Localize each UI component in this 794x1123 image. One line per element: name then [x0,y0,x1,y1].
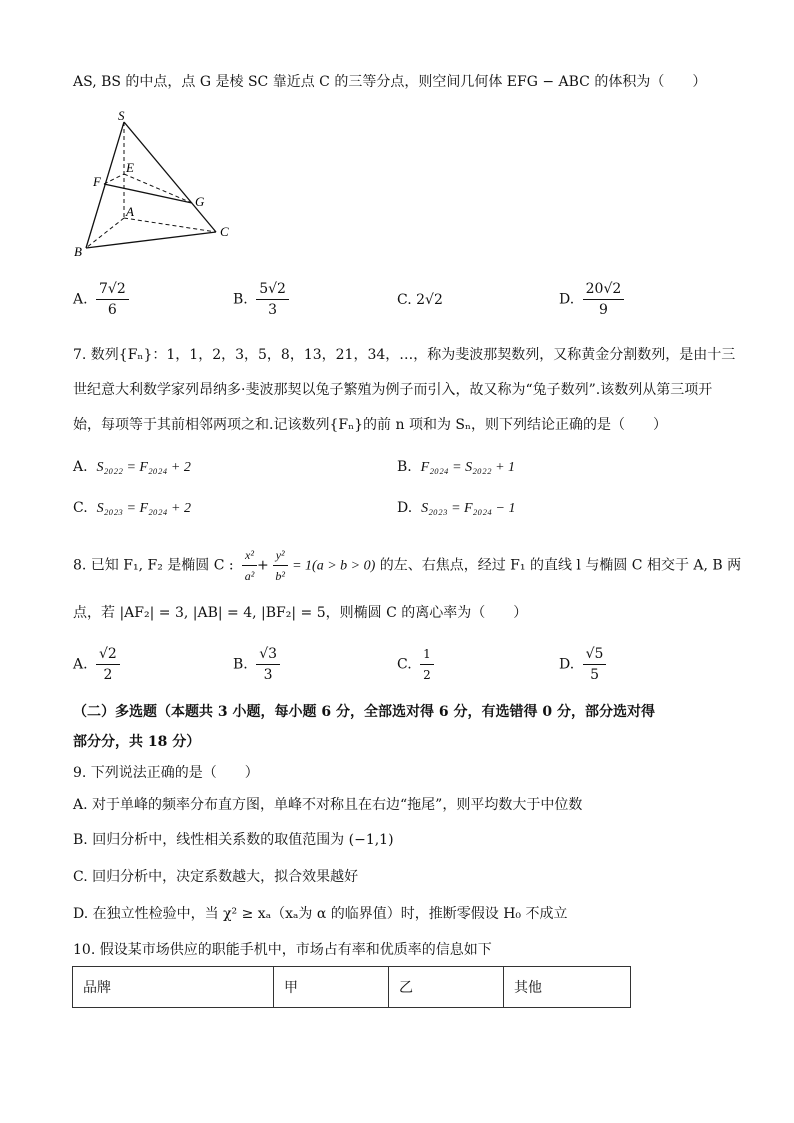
q9-option-a: A. 对于单峰的频率分布直方图，单峰不对称且在右边“拖尾”，则平均数大于中位数 [73,797,583,813]
q7-line-2: 世纪意大利数学家列昂纳多·斐波那契以兔子繁殖为例子而引入，故又称为“兔子数列”.该数列从第三项开 [73,382,713,398]
table-cell-other: 其他 [504,967,631,1008]
q8-option-a: A. $\frac{√2}{2}$ [73,645,120,684]
table-cell-brand: 品牌 [73,967,274,1008]
label-G: G [195,194,205,209]
q9-option-d: D. 在独立性检验中，当 χ² ≥ xₐ（xₐ为 α 的临界值）时，推断零假设 H₀ 不成立 [73,906,568,922]
label-E: E [126,160,134,175]
q6-intro: AS, BS 的中点，点 G 是棱 SC 靠近点 C 的三等分点，则空间几何体 EFG − ABC 的体积为（ ） [73,74,707,90]
q8-line-1: 8. 已知 F₁, F₂ 是椭圆 C : $\frac{\text{x²}}{\text{a²}}$ + $\frac{\text{y²}}{\text{b²}}$ = 1(a > b > 0) 的左、右焦点，经过 F₁ 的直线 l 与椭圆 C 相交于 A, B 两 [73,548,742,583]
q8-option-d: D. $\frac{√5}{5}$ [559,645,606,684]
q8-line-2: 点，若 |AF₂| = 3, |AB| = 4, |BF₂| = 5，则椭圆 C 的离心率为（ ） [73,605,528,621]
q7-option-a: A. S₂₀₂₂ = F₂₀₂₄ + 2 [73,459,191,475]
q7-option-d: D. S₂₀₂₃ = F₂₀₂₄ − 1 [397,500,516,516]
q6-option-d: D. $\frac{20√2}{9}$ [559,280,624,319]
q9-option-b: B. 回归分析中，线性相关系数的取值范围为 (−1,1) [73,832,394,848]
table-cell-yi: 乙 [389,967,504,1008]
label-C: C [220,224,229,239]
q7-option-b: B. F₂₀₂₄ = S₂₀₂₂ + 1 [397,459,516,475]
label-S: S [118,108,125,123]
q6-option-c: C. 2√2 [397,292,443,308]
label-F: F [93,174,101,189]
q9-stem: 9. 下列说法正确的是（ ） [73,765,259,781]
q10-stem: 10. 假设某市场供应的职能手机中，市场占有率和优质率的信息如下 [73,942,492,958]
table-row [73,967,631,1008]
label-B: B [74,244,82,259]
q7-option-c: C. S₂₀₂₃ = F₂₀₂₄ + 2 [73,500,191,516]
label-A: A [126,204,134,219]
table-cell-jia: 甲 [274,967,389,1008]
section-2-heading-line-1: （二）多选题（本题共 3 小题，每小题 6 分，全部选对得 6 分，有选错得 0 分，部分选对得 [73,704,655,720]
q7-line-1: 7. 数列{Fₙ}：1，1，2，3，5，8，13，21，34，…，称为斐波那契数列，又称黄金分割数列，是由十三 [73,347,736,363]
q6-option-b: B. $\frac{5√2}{3}$ [233,280,289,319]
section-2-heading-line-2: 部分分，共 18 分） [73,734,201,750]
brand-table [72,966,631,1008]
q9-option-c: C. 回归分析中，决定系数越大，拟合效果越好 [73,869,359,885]
q8-option-c: C. $\frac{1}{2}$ [397,645,434,684]
tetrahedron-figure [68,108,248,268]
q7-line-3: 始，每项等于其前相邻两项之和.记该数列{Fₙ}的前 n 项和为 Sₙ，则下列结论正确的是（ ） [73,417,668,433]
q6-option-a: A. $\frac{7√2}{6}$ [73,280,129,319]
q8-option-b: B. $\frac{√3}{3}$ [233,645,280,684]
